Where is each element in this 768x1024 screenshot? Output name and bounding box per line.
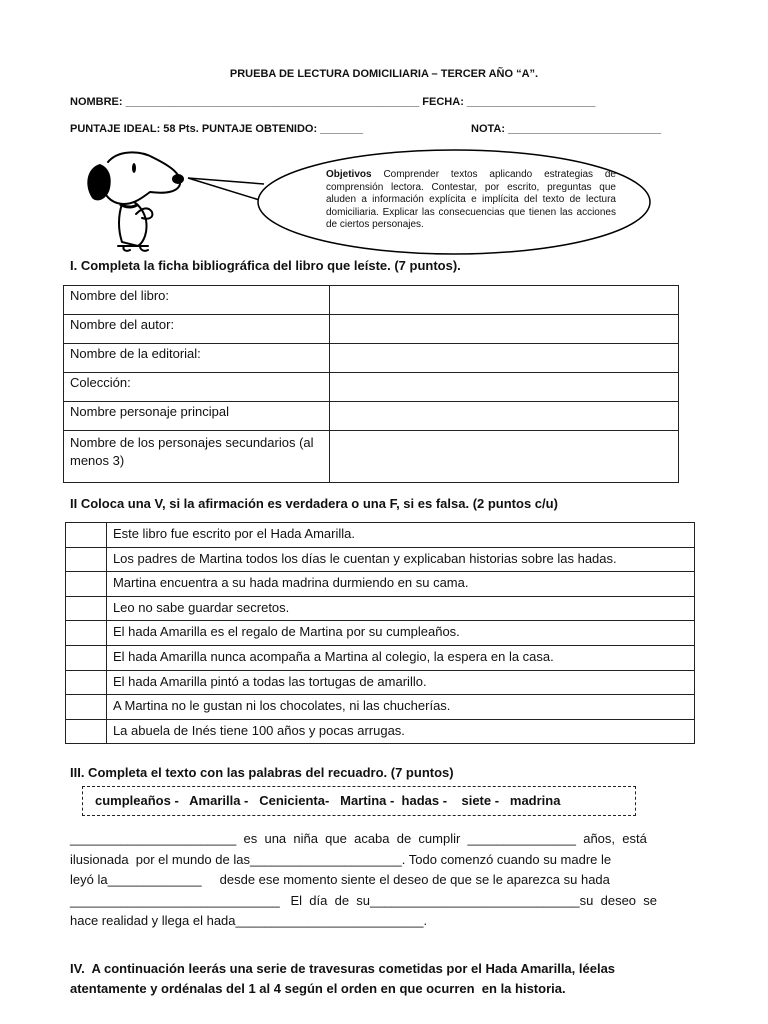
bib-answer-cell[interactable]	[329, 373, 678, 402]
cloze-line: leyó la_____________ desde ese momento siente el deseo de que se le aparezca su hada	[70, 872, 610, 887]
tf-answer-cell[interactable]	[66, 621, 107, 646]
bib-label: Nombre del autor:	[64, 315, 330, 344]
tf-statement: A Martina no le gustan ni los chocolates, ni las chucherías.	[106, 695, 694, 720]
word-box-words: cumpleaños - Amarilla - Cenicienta- Martina - hadas - siete - madrina	[95, 793, 561, 808]
tf-answer-cell[interactable]	[66, 523, 107, 548]
page-title: PRUEBA DE LECTURA DOMICILIARIA – TERCER AÑO “A”.	[229, 68, 539, 80]
bib-answer-cell[interactable]	[329, 286, 678, 315]
cloze-paragraph	[70, 829, 697, 932]
tf-statement: Los padres de Martina todos los días le cuentan y explicaban historias sobre las hadas.	[106, 547, 694, 572]
cloze-line: hace realidad y llega el hada__________________________.	[70, 913, 428, 928]
section-2-title: II Coloca una V, si la afirmación es verdadera o una F, si es falsa. (2 puntos c/u)	[70, 496, 558, 511]
bib-label: Nombre de la editorial:	[64, 344, 330, 373]
bib-answer-cell[interactable]	[329, 315, 678, 344]
tf-answer-cell[interactable]	[66, 572, 107, 597]
tf-answer-cell[interactable]	[66, 719, 107, 744]
tf-answer-cell[interactable]	[66, 670, 107, 695]
name-date-line: NOMBRE: ________________________________________________ FECHA: _____________________	[70, 96, 596, 108]
tf-statement: El hada Amarilla es el regalo de Martina por su cumpleaños.	[106, 621, 694, 646]
bib-answer-cell[interactable]	[329, 402, 678, 431]
section-4-line-2: atentamente y ordénalas del 1 al 4 según el orden en que ocurren en la historia.	[70, 981, 566, 996]
objectives-label: Objetivos	[326, 169, 372, 180]
objectives-body: Comprender textos aplicando estrategias de comprensión lectora. Contestar, por escrito, preguntas que aluden a información explícita e implícita del texto de lectura domiciliaria. Explicar las consecuencias que tienen las acciones de ciertos personajes.	[326, 169, 616, 230]
bib-answer-cell[interactable]	[329, 344, 678, 373]
tf-answer-cell[interactable]	[66, 547, 107, 572]
tf-statement: Leo no sabe guardar secretos.	[106, 596, 694, 621]
bib-label: Colección:	[64, 373, 330, 402]
tf-answer-cell[interactable]	[66, 596, 107, 621]
cloze-line: _______________________ es una niña que acaba de cumplir _______________ años, está	[70, 831, 647, 846]
score-line: PUNTAJE IDEAL: 58 Pts. PUNTAJE OBTENIDO: _______	[70, 123, 364, 135]
snoopy-illustration	[78, 146, 188, 254]
grade-line: NOTA: _________________________	[471, 123, 662, 135]
tf-statement: Este libro fue escrito por el Hada Amarilla.	[106, 523, 694, 548]
cloze-line: _____________________________ El día de su_____________________________su deseo se	[70, 892, 657, 908]
bibliographic-table	[63, 285, 679, 483]
section-4-line-1: IV. A continuación leerás una serie de travesuras cometidas por el Hada Amarilla, léelas	[70, 961, 616, 976]
tf-answer-cell[interactable]	[66, 695, 107, 720]
tf-statement: El hada Amarilla nunca acompaña a Martina al colegio, la espera en la casa.	[106, 645, 694, 670]
bib-label: Nombre personaje principal	[64, 402, 330, 431]
bib-label: Nombre del libro:	[64, 286, 330, 315]
bib-answer-cell[interactable]	[329, 431, 678, 483]
tf-statement: La abuela de Inés tiene 100 años y pocas arrugas.	[106, 719, 694, 744]
tf-answer-cell[interactable]	[66, 645, 107, 670]
tf-statement: El hada Amarilla pintó a todas las tortugas de amarillo.	[106, 670, 694, 695]
objectives-text	[326, 169, 616, 232]
section-1-title: I. Completa la ficha bibliográfica del libro que leíste. (7 puntos).	[70, 258, 461, 273]
cloze-line: ilusionada por el mundo de las_____________________. Todo comenzó cuando su madre le	[70, 851, 612, 867]
bib-label: Nombre de los personajes secundarios (al menos 3)	[64, 431, 330, 483]
true-false-table	[65, 522, 695, 744]
section-3-title: III. Completa el texto con las palabras del recuadro. (7 puntos)	[70, 765, 454, 780]
tf-statement: Martina encuentra a su hada madrina durmiendo en su cama.	[106, 572, 694, 597]
